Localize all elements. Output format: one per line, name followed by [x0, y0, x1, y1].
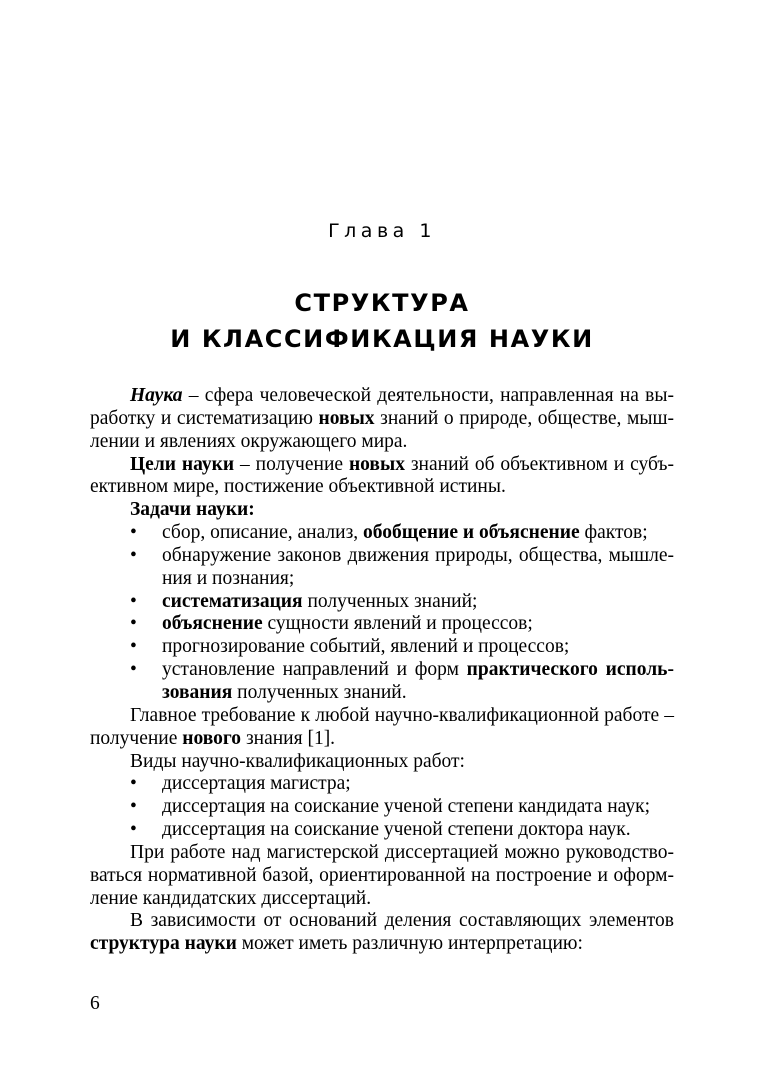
bullet-icon: •: [130, 819, 137, 841]
term-science-goals: Цели науки: [130, 453, 235, 475]
tasks-heading: Задачи науки:: [130, 499, 255, 521]
list-item: • прогнозирование событий, явлений и процессов;: [130, 636, 570, 658]
paragraph-science-structure: В зависимости от оснований деления составляющих элементов структура науки может иметь различную интерпретацию:: [90, 910, 674, 955]
paragraph-main-requirement: Главное требование к любой научно-квалификационной работе – получение нового знания [1].: [90, 704, 674, 749]
bullet-icon: •: [130, 773, 137, 795]
list-item: • диссертация на соискание ученой степени кандидата наук;: [130, 796, 650, 818]
bullet-icon: •: [130, 659, 137, 681]
bullet-icon: •: [130, 613, 137, 635]
page-number: 6: [90, 993, 100, 1014]
bullet-icon: •: [130, 590, 137, 612]
list-item: • объяснение сущности явлений и процессов;: [130, 613, 533, 635]
list-item: • диссертация магистра;: [130, 773, 351, 795]
bullet-icon: •: [130, 796, 137, 818]
term-science: Наука: [130, 385, 183, 406]
tasks-list: [90, 522, 674, 705]
body-text: [90, 385, 674, 956]
list-item: • обнаружение законов движения природы, общества, мышления и познания;: [130, 544, 674, 589]
chapter-title-line-2: И КЛАССИФИКАЦИЯ НАУКИ: [170, 325, 594, 353]
bullet-icon: •: [130, 544, 137, 566]
works-list: [90, 773, 674, 842]
paragraph-science-definition: Наука – сфера человеческой деятельности, направленная на выработку и систематизацию новых знаний о природе, обществе, мышлении и явлениях окружающего мира.: [90, 385, 674, 452]
paragraph-master-thesis: При работе над магистерской диссертацией можно руководствоваться нормативной базой, ориентированной на построение и оформление кандидатских диссертаций.: [90, 841, 674, 909]
list-item: • сбор, описание, анализ, обобщение и объяснение фактов;: [130, 522, 648, 544]
list-item: • установление направлений и форм практического использования полученных знаний.: [130, 659, 674, 703]
chapter-title-line-1: СТРУКТУРА: [294, 289, 470, 317]
chapter-label: Глава 1: [328, 220, 436, 242]
chapter-title: [0, 285, 764, 357]
list-item: • систематизация полученных знаний;: [130, 590, 478, 612]
bullet-icon: •: [130, 522, 137, 544]
list-item: • диссертация на соискание ученой степени доктора наук.: [130, 819, 631, 841]
works-heading: Виды научно-квалификационных работ:: [130, 750, 465, 772]
bullet-icon: •: [130, 636, 137, 658]
paragraph-science-goals: Цели науки – получение новых знаний об объективном и субъективном мире, постижение объективной истины.: [90, 453, 674, 498]
